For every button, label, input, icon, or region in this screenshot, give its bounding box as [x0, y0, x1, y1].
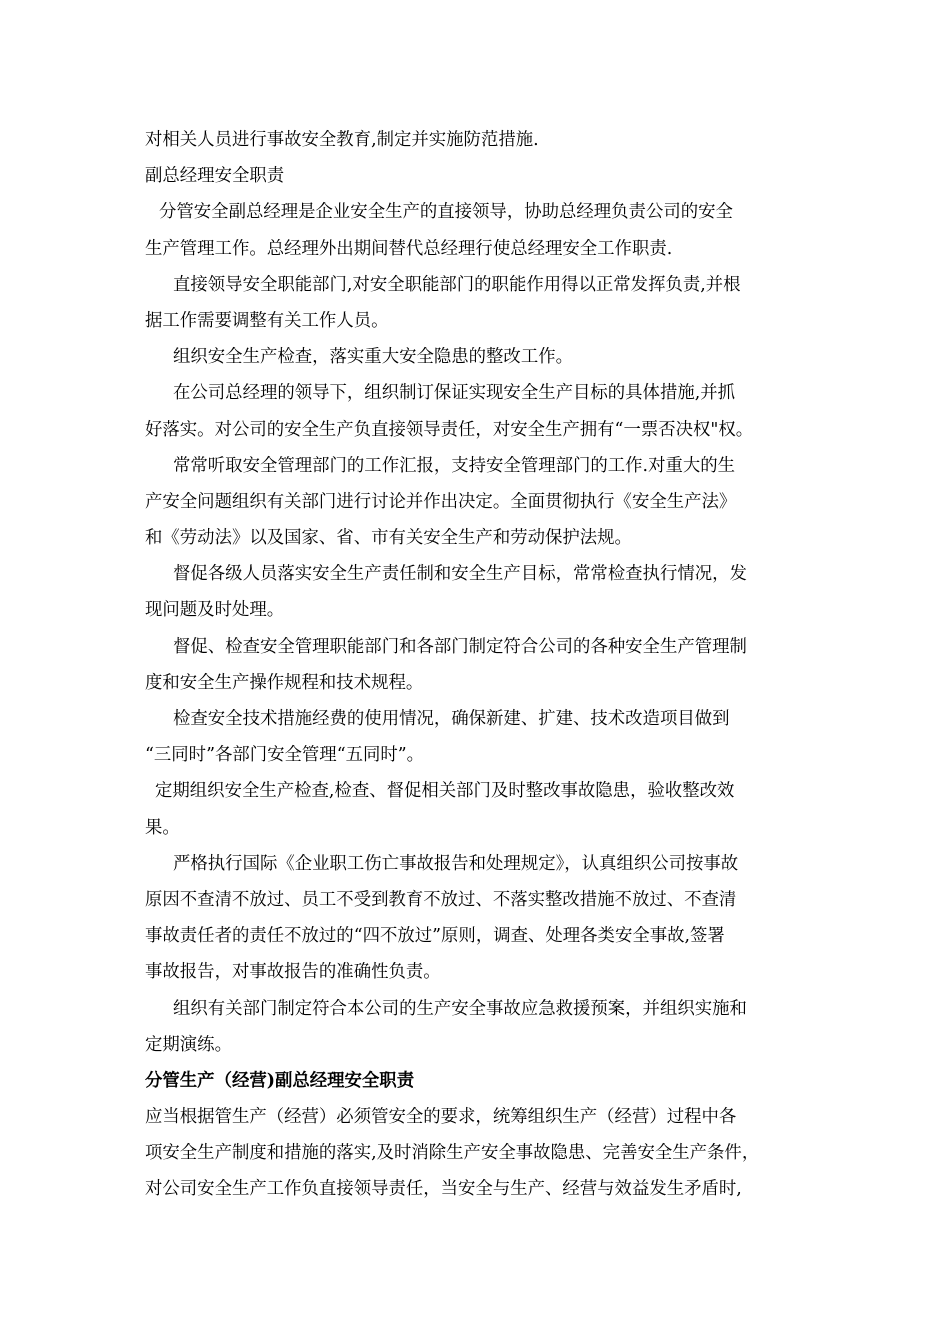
text-line: 据工作需要调整有关工作人员。: [145, 310, 389, 331]
text-line: 果。: [145, 817, 180, 838]
text-line: 组织安全生产检查，落实重大安全隐患的整改工作。: [173, 347, 573, 368]
text-line: 副总经理安全职责: [145, 166, 285, 187]
text-line: 督促各级人员落实安全生产责任制和安全生产目标，常常检查执行情况，发: [173, 564, 747, 585]
text-line: 定期演练。: [145, 1034, 232, 1055]
text-line: 直接领导安全职能部门,对安全职能部门的职能作用得以正常发挥负责,并根: [173, 274, 741, 295]
text-line: 事故报告，对事故报告的准确性负责。: [145, 962, 441, 983]
text-line: 好落实。对公司的安全生产负直接领导责任，对安全生产拥有“一票否决权"权。: [145, 419, 754, 440]
text-line: 和《劳动法》以及国家、省、市有关安全生产和劳动保护法规。: [145, 528, 632, 549]
text-line: 定期组织安全生产检查,检查、督促相关部门及时整改事故隐患，验收整改效: [155, 781, 735, 802]
text-line: 督促、检查安全管理职能部门和各部门制定符合公司的各种安全生产管理制: [173, 636, 747, 657]
text-line: 生产管理工作。总经理外出期间替代总经理行使总经理安全工作职责.: [145, 238, 673, 259]
text-line: 项安全生产制度和措施的落实,及时消除生产安全事故隐患、完善安全生产条件，: [145, 1143, 760, 1164]
text-line: 事故责任者的责任不放过的“四不放过”原则，调查、处理各类安全事故,签署: [145, 926, 725, 947]
text-line: 对相关人员进行事故安全教育,制定并实施防范措施.: [145, 130, 539, 150]
text-line: 原因不查清不放过、员工不受到教育不放过、不落实整改措施不放过、不查清: [145, 889, 737, 910]
text-line: 严格执行国际《企业职工伤亡事故报告和处理规定》，认真组织公司按事故: [173, 853, 739, 874]
text-line: 在公司总经理的领导下，组织制订保证实现安全生产目标的具体措施,并抓: [173, 383, 736, 404]
text-line: 对公司安全生产工作负直接领导责任，当安全与生产、经营与效益发生矛盾时,: [145, 1179, 742, 1200]
text-line: “三同时”各部门安全管理“五同时”。: [145, 745, 425, 766]
document-body: [145, 122, 815, 1208]
text-line: 现问题及时处理。: [145, 600, 285, 621]
text-line: 产安全问题组织有关部门进行讨论并作出决定。全面贯彻执行《安全生产法》: [145, 491, 737, 512]
section-heading: 分管生产（经营)副总经理安全职责: [145, 1070, 415, 1091]
text-line: 度和安全生产操作规程和技术规程。: [145, 672, 424, 693]
text-line: 分管安全副总经理是企业安全生产的直接领导，协助总经理负责公司的安全: [159, 202, 733, 223]
text-line: 检查安全技术措施经费的使用情况，确保新建、扩建、技术改造项目做到: [173, 709, 730, 729]
text-line: 应当根据管生产（经营）必须管安全的要求，统筹组织生产（经营）过程中各: [145, 1107, 737, 1128]
text-line: 常常听取安全管理部门的工作汇报，支持安全管理部门的工作.对重大的生: [173, 455, 736, 476]
text-line: 组织有关部门制定符合本公司的生产安全事故应急救援预案，并组织实施和: [173, 998, 747, 1019]
